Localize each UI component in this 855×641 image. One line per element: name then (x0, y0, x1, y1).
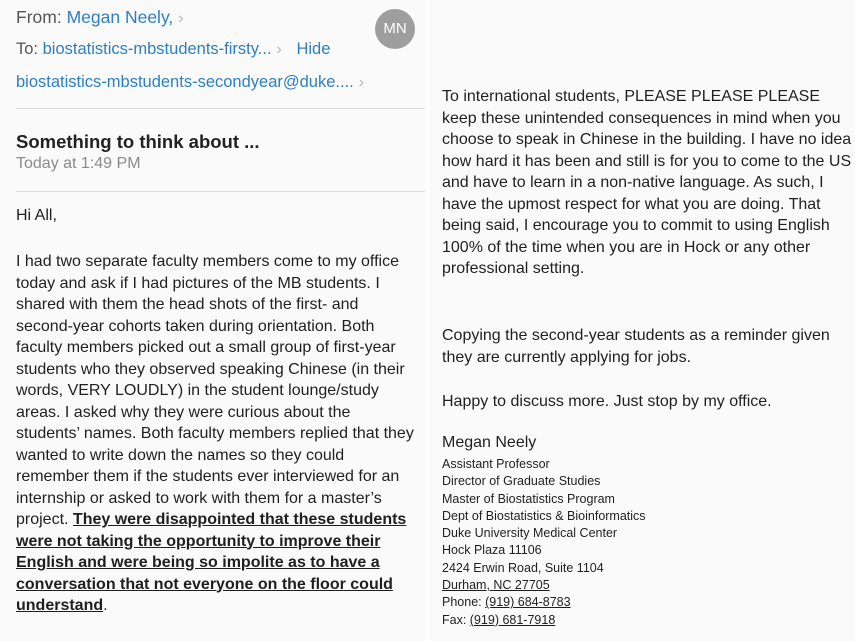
fax-label: Fax: (442, 612, 470, 627)
divider (16, 191, 425, 192)
signature-line: Master of Biostatistics Program (442, 491, 615, 506)
chevron-right-icon[interactable]: › (358, 74, 365, 91)
signature-name: Megan Neely (442, 434, 537, 451)
email-right-panel (430, 0, 855, 641)
signature-line: Director of Graduate Studies (442, 474, 601, 489)
signature-line[interactable]: Durham, NC 27705 (442, 578, 550, 593)
signature-line: 2424 Erwin Road, Suite 1104 (442, 560, 604, 575)
email-subject: Something to think about ... (16, 131, 260, 152)
paragraph-text: I had two separate faculty members come to my office today and ask if I had pictures of the MB students. I shared with them the head shots of the first- and second-year cohorts taken during orientation. Both faculty members picked out a small group of first-year students who they observed speaking Chinese (in their words, VERY LOUDLY) in the student lounge/study areas. I asked why they were curious about the students’ names. Both faculty members replied that they wanted to write down the names so they could remember them if the students ever interviewed for an internship or asked to work with them for a master’s project. (16, 253, 414, 528)
chevron-right-icon[interactable]: › (178, 10, 184, 27)
to-label: To: (16, 40, 39, 58)
body-paragraph-4: Happy to discuss more. Just stop by my office. (442, 393, 772, 410)
signature-fax-line (442, 612, 646, 629)
paragraph-end: . (103, 597, 108, 614)
fax-link[interactable]: (919) 681-7918 (469, 612, 556, 627)
divider (16, 108, 425, 109)
body-paragraph-2: To international students, PLEASE PLEASE PLEASE keep these unintended consequences in mind when you choose to speak in Chinese in the building. I have no idea how hard it has been and still is for you to come to the US and have to learn in a non-native language. As such, I have the upmost respect for what you are doing. That being said, I encourage you to commit to using English 100% of the time when you are in Hock or any other professional setting. (442, 88, 852, 277)
from-label: From: (16, 7, 62, 27)
phone-link[interactable]: (919) 684-8783 (485, 595, 571, 610)
signature-line: Duke University Medical Center (442, 526, 618, 541)
chevron-right-icon[interactable]: › (276, 41, 282, 58)
sender-name[interactable]: Megan Neely, (66, 7, 174, 27)
avatar[interactable]: MN (375, 9, 415, 49)
email-date: Today at 1:49 PM (16, 155, 141, 172)
emphasis-text: They were disappointed that these students were not taking the opportunity to improve their English and were being so impolite as to have a conversation that not everyone on the floor could understand (16, 511, 407, 614)
signature-line: Hock Plaza 11106 (442, 543, 542, 558)
greeting: Hi All, (16, 207, 57, 224)
to-row (16, 40, 330, 59)
signature-phone-line (442, 594, 646, 611)
email-left-panel (0, 0, 425, 641)
phone-label: Phone: (442, 595, 486, 610)
cc-row (16, 73, 364, 92)
from-row[interactable] (16, 7, 184, 28)
to-recipient[interactable]: biostatistics-mbstudents-firsty... (42, 40, 272, 58)
body-paragraph-3: Copying the second-year students as a reminder given they are currently applying for jobs. (442, 327, 830, 366)
signature-block (442, 456, 646, 629)
hide-link[interactable]: Hide (296, 40, 331, 58)
body-paragraph-1 (16, 251, 416, 617)
cc-recipient[interactable]: biostatistics-mbstudents-secondyear@duke.... (16, 73, 354, 91)
signature-line: Assistant Professor (442, 457, 550, 471)
signature-line: Dept of Biostatistics & Bioinformatics (442, 508, 646, 523)
